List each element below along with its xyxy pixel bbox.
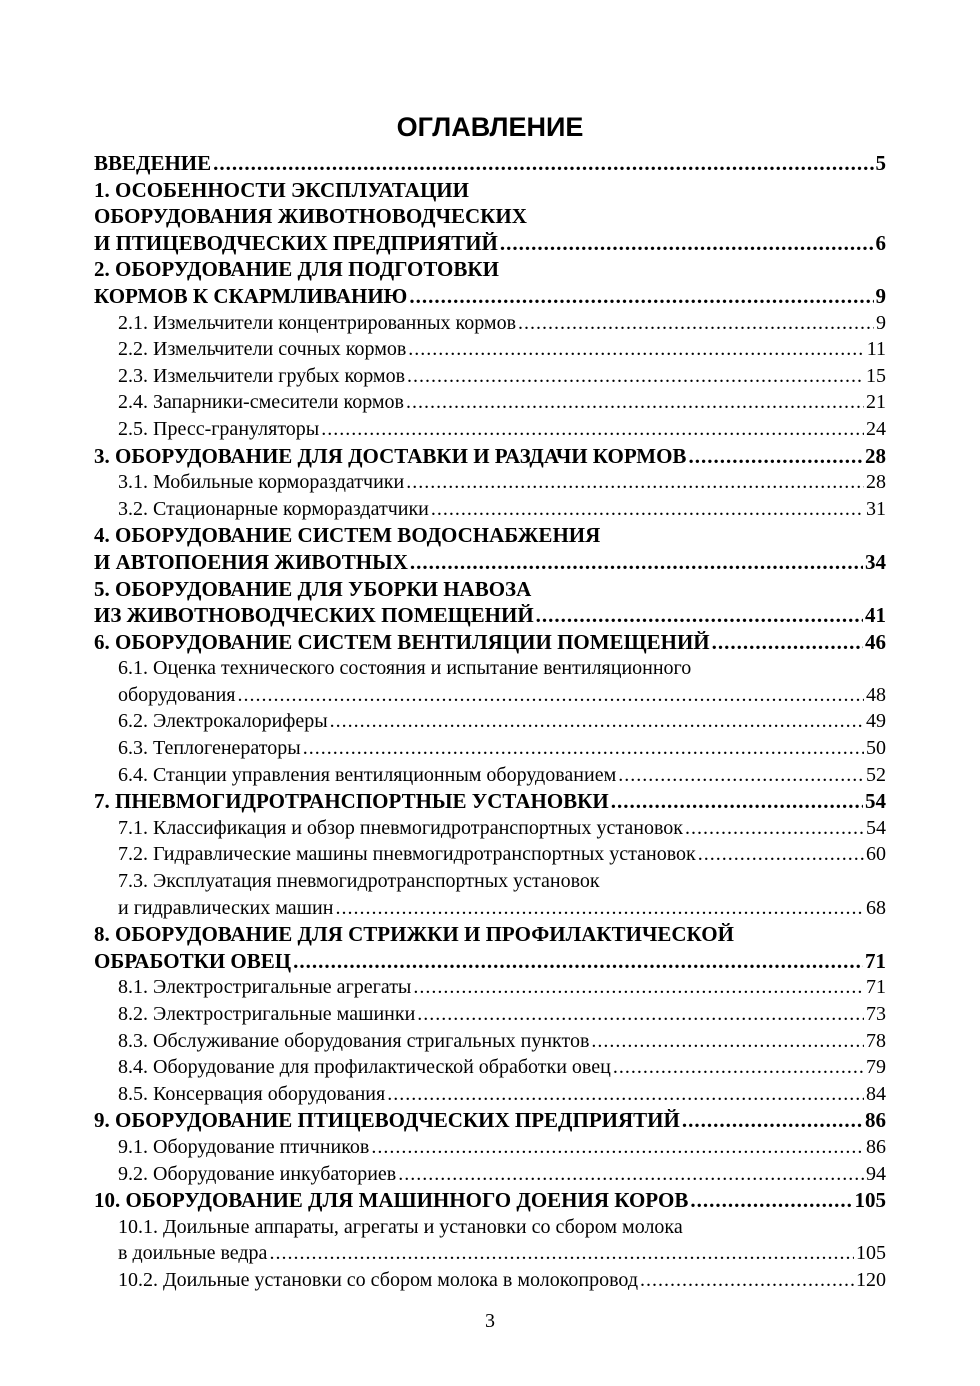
toc-dot-leader [371,1134,864,1161]
toc-entry-title: и гидравлических машин [118,896,334,919]
toc-section-line [94,655,886,682]
toc-page-number: 31 [866,497,886,520]
toc-entry-title: 9.1. Оборудование птичников [118,1135,370,1158]
toc-chapter-line [94,283,886,310]
toc-dot-leader [303,735,864,762]
toc-entry-title: в доильные ведра [118,1242,268,1265]
toc-page-number: 28 [866,471,886,494]
toc-entry-title: 2.2. Измельчители сочных кормов [118,338,407,361]
toc-entry-title: ИЗ ЖИВОТНОВОДЧЕСКИХ ПОМЕЩЕНИЙ [94,603,534,628]
toc-dot-leader [417,1001,864,1028]
toc-entry-title: 8.1. Электростригальные агрегаты [118,976,412,999]
toc-dot-leader [408,336,864,363]
toc-dot-leader [611,788,863,815]
toc-dot-leader [690,1187,852,1214]
toc-chapter-line [94,921,886,948]
toc-section-line [94,815,886,842]
toc-page-number: 6 [875,230,886,255]
toc-section-line [94,1161,886,1188]
toc-chapter-line [94,1187,886,1214]
toc-entry-title: 8.5. Консервация оборудования [118,1082,386,1105]
toc-page-number: 73 [866,1003,886,1025]
toc-section-line [94,841,886,868]
toc-section-line [94,895,886,922]
toc-dot-leader [640,1267,854,1294]
toc-dot-leader [536,602,863,629]
toc-dot-leader [613,1054,864,1081]
toc-chapter-line [94,443,886,470]
toc-section-line [94,1214,886,1241]
toc-section-line [94,735,886,762]
toc-page-number: 86 [866,1135,886,1158]
toc-section-line [94,336,886,363]
toc-entry-title: 8.2. Электростригальные машинки [118,1003,416,1025]
toc-entry-title: 9. ОБОРУДОВАНИЕ ПТИЦЕВОДЧЕСКИХ ПРЕДПРИЯТИЙ [94,1108,680,1133]
toc-dot-leader [688,443,863,470]
toc-entry-title: 6.4. Станции управления вентиляционным оборудованием [118,763,617,786]
page-title: ОГЛАВЛЕНИЕ [396,112,584,142]
toc-page-number: 86 [865,1108,886,1133]
toc-entry-title: 9.2. Оборудование инкубаториев [118,1162,397,1185]
toc-page-number: 120 [856,1268,886,1291]
toc-entry-title: 5. ОБОРУДОВАНИЕ ДЛЯ УБОРКИ НАВОЗА [94,576,532,601]
toc-entry-title: ВВЕДЕНИЕ [94,151,212,175]
toc-chapter-line [94,203,886,230]
toc-entry-title: 2.5. Пресс-грануляторы [118,417,320,440]
toc-chapter-line [94,629,886,656]
toc-chapter-line [94,948,886,975]
toc-section-line [94,868,886,895]
toc-chapter-line [94,576,886,603]
toc-chapter-line [94,549,886,576]
toc-dot-leader [518,310,874,337]
toc-page-number: 105 [856,1242,886,1265]
toc-entry-title: 6.1. Оценка технического состояния и испытание вентиляционного [118,657,692,680]
toc-section-line [94,974,886,1001]
toc-page-number: 5 [875,151,886,175]
toc-dot-leader [406,469,864,496]
toc-entry-title: оборудования [118,683,236,706]
toc-page-number: 50 [866,737,886,760]
toc-entry-title: 10.1. Доильные аппараты, агрегаты и установки со сбором молока [118,1215,683,1238]
toc-entry-title: 1. ОСОБЕННОСТИ ЭКСПЛУАТАЦИИ [94,177,469,202]
toc-dot-leader [618,762,864,789]
toc-dot-leader [321,416,864,443]
toc-entry-title: 6. ОБОРУДОВАНИЕ СИСТЕМ ВЕНТИЛЯЦИИ ПОМЕЩЕНИЙ [94,629,710,654]
toc-entry-title: 2.3. Измельчители грубых кормов [118,364,406,387]
toc-dot-leader [406,389,864,416]
toc-dot-leader [431,496,864,523]
toc-entry-title: 7. ПНЕВМОГИДРОТРАНСПОРТНЫЕ УСТАНОВКИ [94,789,609,814]
toc-page-number: 28 [865,443,886,468]
toc-entry-title: 2.1. Измельчители концентрированных кормов [118,311,517,334]
toc-section-line [94,682,886,709]
toc-page-number: 79 [866,1056,886,1079]
toc-chapter-line [94,230,886,257]
toc-chapter-line [94,177,886,204]
toc-entry-title: 7.1. Классификация и обзор пневмогидротранспортных установок [118,816,683,839]
toc-dot-leader [269,1240,854,1267]
toc-section-line [94,310,886,337]
toc-dot-leader [335,895,864,922]
toc-section-line [94,496,886,523]
toc-section-line [94,416,886,443]
toc-page-number: 78 [866,1029,886,1052]
toc-dot-leader [213,150,873,177]
toc-page-number: 48 [866,683,886,706]
toc-entry-title: 6.3. Теплогенераторы [118,737,301,760]
toc-dot-leader [407,363,864,390]
toc-dot-leader [685,815,864,842]
toc-entry-title: 3. ОБОРУДОВАНИЕ ДЛЯ ДОСТАВКИ И РАЗДАЧИ КОРМОВ [94,443,687,468]
toc-entry-title: 10. ОБОРУДОВАНИЕ ДЛЯ МАШИННОГО ДОЕНИЯ КОРОВ [94,1188,689,1213]
toc-section-line [94,1028,886,1055]
toc-page-number: 52 [866,763,886,786]
toc-chapter-line [94,602,886,629]
toc-page-number: 105 [854,1188,886,1213]
toc-entry-title: 2.4. Запарники-смесители кормов [118,391,404,414]
toc-dot-leader [682,1107,863,1134]
toc-entry-title: 8. ОБОРУДОВАНИЕ ДЛЯ СТРИЖКИ И ПРОФИЛАКТИЧЕСКОЙ [94,922,734,947]
toc-entry-title: И АВТОПОЕНИЯ ЖИВОТНЫХ [94,549,408,574]
toc-page-number: 94 [866,1162,886,1185]
toc-entry-title: 8.3. Обслуживание оборудования стригальных пунктов [118,1029,590,1052]
toc-section-line [94,1267,886,1294]
toc-entry-title: 7.2. Гидравлические машины пневмогидротранспортных установок [118,843,696,866]
toc-page-number: 21 [866,391,886,414]
toc-page-number: 71 [865,948,886,973]
toc-entry-title: 3.2. Стационарные кормораздатчики [118,497,429,520]
toc-entry-title: 8.4. Оборудование для профилактической обработки овец [118,1056,611,1079]
toc-entry-title: 6.2. Электрокалориферы [118,710,328,733]
toc-page-number: 71 [866,976,886,999]
toc-dot-leader [238,682,865,709]
toc-page-number: 9 [876,311,886,334]
toc-section-line [94,708,886,735]
toc-dot-leader [387,1081,864,1108]
toc-entry-title: ОБОРУДОВАНИЯ ЖИВОТНОВОДЧЕСКИХ [94,204,527,229]
toc-page-number: 24 [866,417,886,440]
toc-chapter-line [94,788,886,815]
toc-section-line [94,1134,886,1161]
toc-dot-leader [293,948,863,975]
toc-dot-leader [500,230,874,257]
toc-page-number: 84 [866,1082,886,1105]
toc-section-line [94,1081,886,1108]
table-of-contents [94,150,886,1294]
toc-entry-title: 10.2. Доильные установки со сбором молока в молокопровод [118,1268,639,1291]
toc-entry-title: 3.1. Мобильные кормораздатчики [118,471,405,494]
toc-page-number: 54 [865,789,886,814]
toc-page-number: 49 [866,710,886,733]
toc-dot-leader [413,974,864,1001]
toc-section-line [94,389,886,416]
toc-page-number: 54 [866,816,886,839]
toc-page-number: 60 [866,843,886,866]
toc-section-line [94,762,886,789]
toc-section-line [94,1240,886,1267]
toc-page-number: 68 [866,896,886,919]
toc-chapter-line [94,256,886,283]
toc-chapter-line [94,1107,886,1134]
toc-section-line [94,469,886,496]
toc-chapter-line [94,522,886,549]
toc-dot-leader [398,1161,864,1188]
toc-section-line [94,1054,886,1081]
toc-dot-leader [591,1028,864,1055]
toc-section-line [94,363,886,390]
toc-dot-leader [330,708,864,735]
toc-entry-title: 7.3. Эксплуатация пневмогидротранспортных установок [118,870,600,893]
toc-entry-title: 4. ОБОРУДОВАНИЕ СИСТЕМ ВОДОСНАБЖЕНИЯ [94,523,601,548]
toc-entry-title: КОРМОВ К СКАРМЛИВАНИЮ [94,283,408,308]
toc-page-number: 11 [866,338,886,361]
toc-entry-title: ОБРАБОТКИ ОВЕЦ [94,948,292,973]
toc-page-number: 34 [865,549,886,574]
page-number: 3 [485,1310,495,1332]
toc-dot-leader [712,629,863,656]
toc-chapter-line [94,150,886,177]
toc-entry-title: И ПТИЦЕВОДЧЕСКИХ ПРЕДПРИЯТИЙ [94,230,498,255]
toc-page-number: 9 [875,283,886,308]
toc-dot-leader [698,841,864,868]
toc-page-number: 46 [865,629,886,654]
toc-section-line [94,1001,886,1028]
toc-entry-title: 2. ОБОРУДОВАНИЕ ДЛЯ ПОДГОТОВКИ [94,257,499,282]
toc-dot-leader [409,283,873,310]
toc-page-number: 15 [866,364,886,387]
toc-page-number: 41 [865,603,886,628]
toc-dot-leader [410,549,863,576]
